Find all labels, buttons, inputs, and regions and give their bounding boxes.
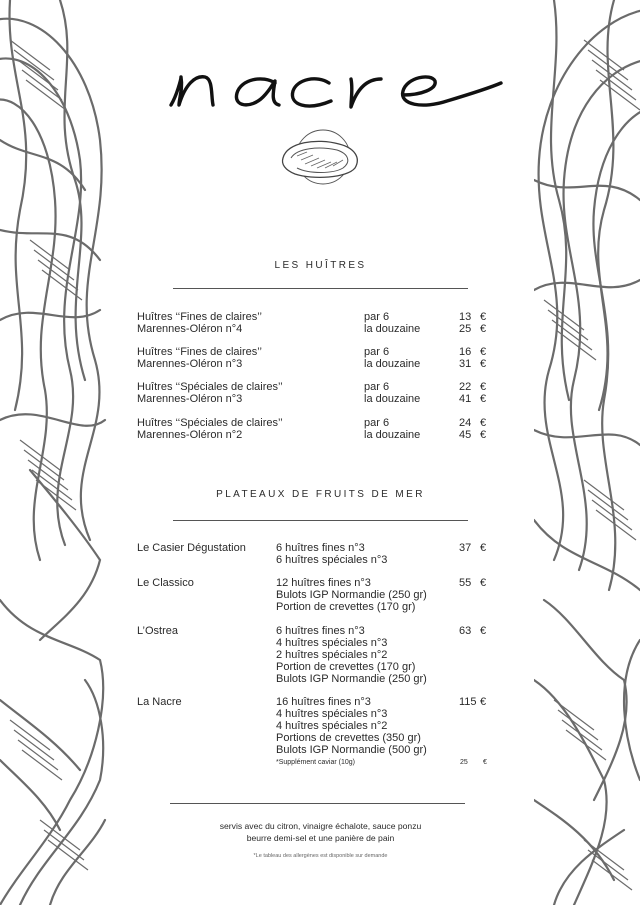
oyster-price-6: 22 [459, 381, 472, 393]
platter-line: Bulots IGP Normandie (500 gr) [276, 744, 427, 756]
oyster-qty-12: la douzaine [364, 358, 421, 370]
platter-line: Bulots IGP Normandie (250 gr) [276, 589, 427, 601]
currency-symbol: € [480, 577, 487, 589]
nacre-logo [167, 55, 507, 125]
allergen-note: *Le tableau des allergènes est disponible sur demande [253, 853, 388, 859]
section-title-plateaux: PLATEAUX DE FRUITS DE MER [216, 489, 425, 500]
section-divider [173, 520, 468, 521]
platter-item [137, 542, 497, 566]
platter-line: 6 huîtres fines n°3 [276, 625, 365, 637]
oyster-name: Huîtres ‘‘Spéciales de claires’’ [137, 381, 283, 393]
oyster-qty-12: la douzaine [364, 429, 421, 441]
currency-symbol: € [483, 759, 487, 766]
platter-name: L’Ostrea [137, 625, 178, 637]
platter-line: 4 huîtres spéciales n°3 [276, 637, 388, 649]
platter-price: 55 [459, 577, 472, 589]
oyster-item [137, 346, 497, 370]
oyster-price-6: 16 [459, 346, 472, 358]
platter-name: Le Classico [137, 577, 194, 589]
platter-name: La Nacre [137, 696, 182, 708]
oyster-qty-6: par 6 [364, 311, 390, 323]
platter-name: Le Casier Dégustation [137, 542, 246, 554]
oyster-price-12: 31 [459, 358, 472, 370]
currency-symbol: € [480, 323, 487, 335]
platter-line: 6 huîtres spéciales n°3 [276, 554, 388, 566]
oyster-item [137, 381, 497, 405]
oyster-name: Huîtres ‘‘Fines de claires’’ [137, 311, 262, 323]
currency-symbol: € [480, 696, 487, 708]
oyster-price-12: 25 [459, 323, 472, 335]
footer-divider [170, 803, 465, 804]
oyster-price-12: 45 [459, 429, 472, 441]
oyster-qty-6: par 6 [364, 381, 390, 393]
oyster-qty-6: par 6 [364, 346, 390, 358]
currency-symbol: € [480, 393, 487, 405]
serving-note-line: beurre demi-sel et une panière de pain [246, 833, 395, 843]
currency-symbol: € [480, 311, 487, 323]
platter-item [137, 577, 497, 613]
platter-line: 4 huîtres spéciales n°2 [276, 720, 388, 732]
platter-line: 4 huîtres spéciales n°3 [276, 708, 388, 720]
platter-line: Bulots IGP Normandie (250 gr) [276, 673, 427, 685]
oyster-qty-12: la douzaine [364, 393, 421, 405]
platter-line: 16 huîtres fines n°3 [276, 696, 371, 708]
currency-symbol: € [480, 358, 487, 370]
oyster-item [137, 311, 497, 335]
section-divider [173, 288, 468, 289]
currency-symbol: € [480, 542, 487, 554]
platter-price: 63 [459, 625, 472, 637]
platter-line: 12 huîtres fines n°3 [276, 577, 371, 589]
currency-symbol: € [480, 625, 487, 637]
oyster-qty-6: par 6 [364, 417, 390, 429]
platter-line: 2 huîtres spéciales n°2 [276, 649, 388, 661]
platter-item [137, 625, 497, 685]
serving-note [107, 820, 534, 844]
currency-symbol: € [480, 417, 487, 429]
oyster-price-6: 24 [459, 417, 472, 429]
oyster-origin: Marennes-Oléron n°3 [137, 358, 243, 370]
currency-symbol: € [480, 381, 487, 393]
oyster-origin: Marennes-Oléron n°3 [137, 393, 243, 405]
serving-note-line: servis avec du citron, vinaigre échalote, sauce ponzu [219, 821, 422, 831]
oyster-qty-12: la douzaine [364, 323, 421, 335]
left-oyster-illustration [0, 0, 107, 905]
oyster-name: Huîtres ‘‘Fines de claires’’ [137, 346, 262, 358]
platter-line: Portion de crevettes (170 gr) [276, 661, 416, 673]
platter-item [137, 696, 497, 768]
oyster-icon [277, 128, 365, 190]
currency-symbol: € [480, 346, 487, 358]
platter-line: 6 huîtres fines n°3 [276, 542, 365, 554]
menu-page [107, 0, 534, 905]
right-oyster-illustration [534, 0, 640, 905]
platter-line: Portion de crevettes (170 gr) [276, 601, 416, 613]
section-title-huitres: LES HUÎTRES [274, 260, 367, 271]
caviar-supplement: *Supplément caviar (10g) [276, 759, 355, 766]
oyster-item [137, 417, 497, 441]
oyster-price-12: 41 [459, 393, 472, 405]
platter-price: 37 [459, 542, 472, 554]
caviar-supplement-price: 25 [460, 759, 468, 766]
currency-symbol: € [480, 429, 487, 441]
oyster-price-6: 13 [459, 311, 472, 323]
platter-line: Portions de crevettes (350 gr) [276, 732, 421, 744]
platter-price: 115 [459, 696, 477, 708]
oyster-origin: Marennes-Oléron n°4 [137, 323, 243, 335]
oyster-name: Huîtres ‘‘Spéciales de claires’’ [137, 417, 283, 429]
oyster-origin: Marennes-Oléron n°2 [137, 429, 243, 441]
